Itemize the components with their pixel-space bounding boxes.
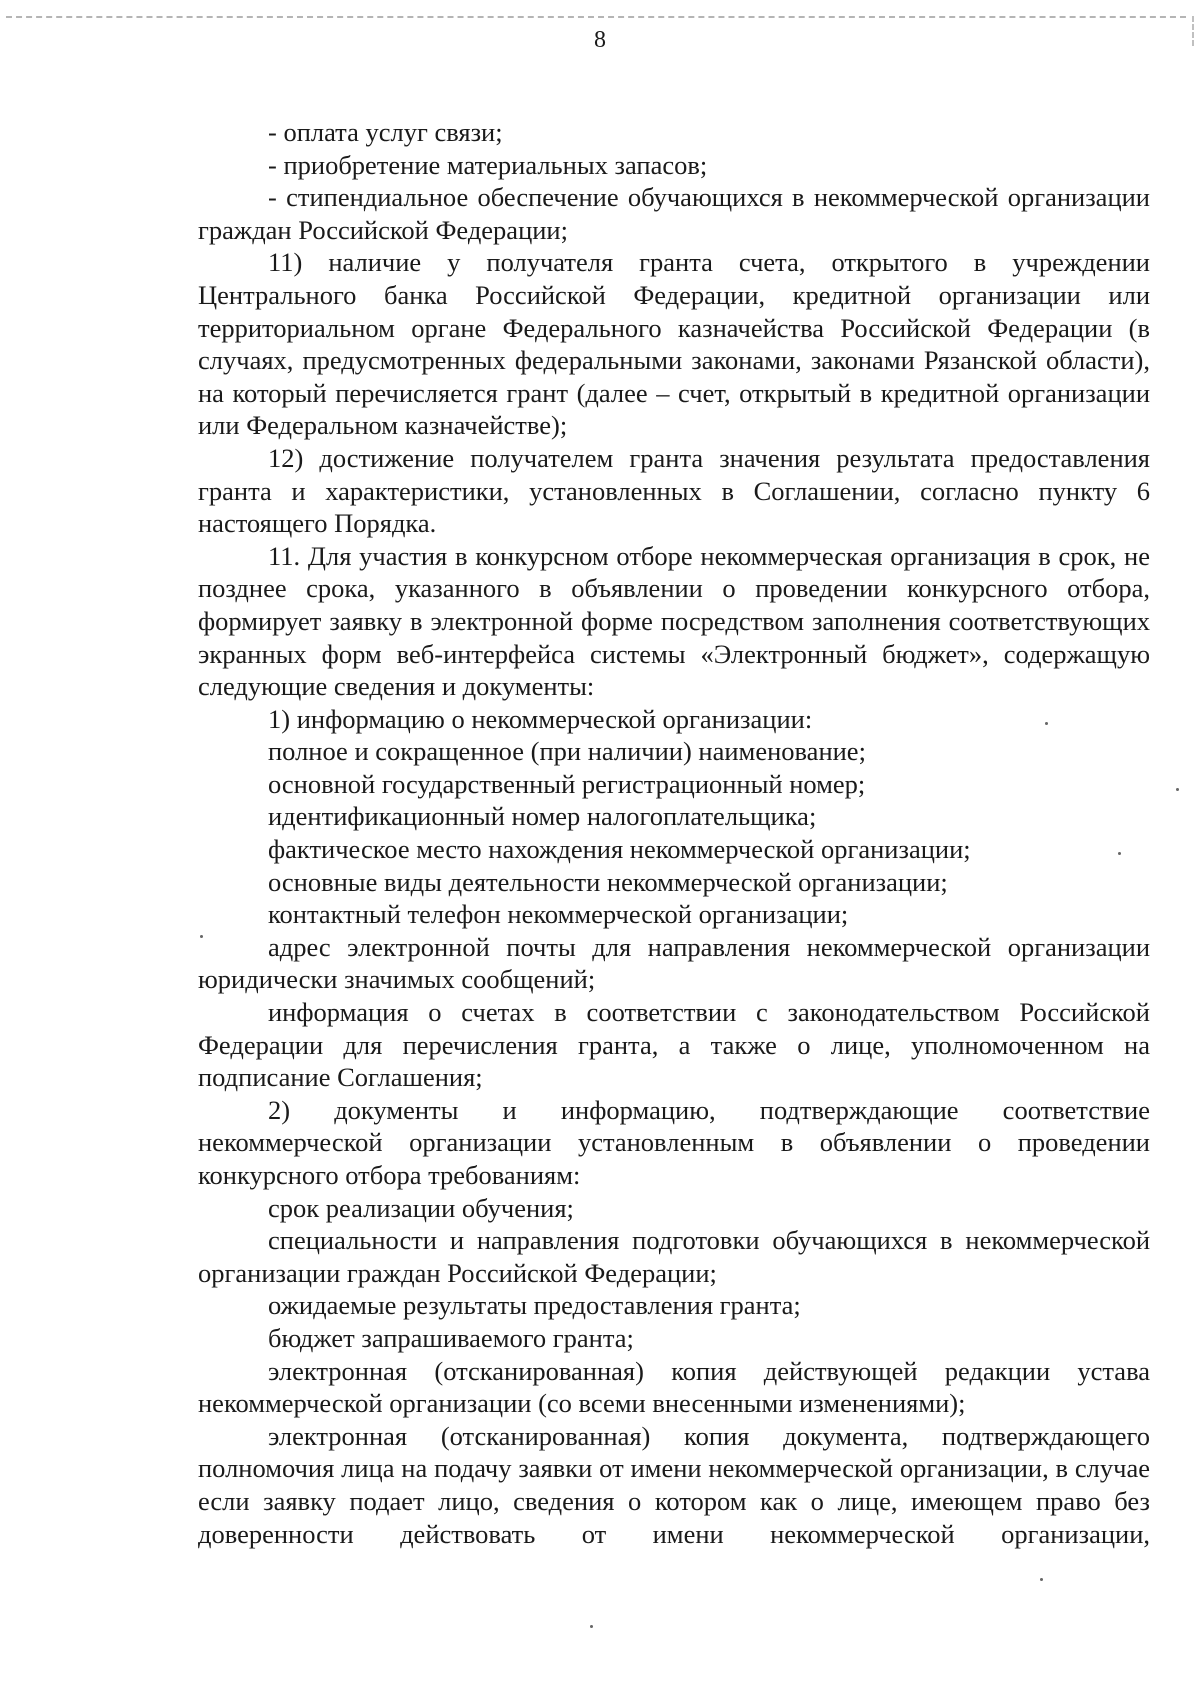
- paragraph-documents-heading: 2) документы и информацию, подтверждающие соответствие некоммерческой организации установленным в объявлении о проведении конкурсного отбора требованиям:: [198, 1094, 1150, 1190]
- paragraph-stipend-support: - стипендиальное обеспечение обучающихся в некоммерческой организации граждан Российской Федерации;: [198, 182, 1150, 245]
- scan-speck: [590, 1625, 593, 1628]
- list-item-ogrn: основной государственный регистрационный номер;: [268, 768, 866, 799]
- list-item-accounts: информация о счетах в соответствии с законодательством Российской Федерации для перечисления гранта, а также о лице, уполномоченном на подписание Соглашения;: [198, 997, 1150, 1093]
- page-number: 8: [594, 27, 606, 53]
- list-item-charter-copy: электронная (отсканированная) копия действующей редакции устава некоммерческой организации (со всеми внесенными изменениями);: [198, 1355, 1150, 1419]
- scan-speck: [1118, 852, 1121, 855]
- list-item-specialties: специальности и направления подготовки обучающихся в некоммерческой организации граждан Российской Федерации;: [198, 1225, 1150, 1288]
- paragraph-item-12-result: 12) достижение получателем гранта значения результата предоставления гранта и характеристики, установленных в Соглашении, согласно пункту 6 настоящего Порядка.: [198, 442, 1150, 539]
- scan-edge-top: [6, 16, 1186, 19]
- list-item-expected-results: ожидаемые результаты предоставления гранта;: [268, 1290, 801, 1321]
- paragraph-section-11-application: 11. Для участия в конкурсном отборе некоммерческая организация в срок, не позднее срока, указанного в объявлении о проведении конкурсного отбора, формирует заявку в электронной форме посредством заполнения соответствующих экранных форм веб-интерфейса системы «Электронный бюджет», содержащую следующие сведения и документы:: [198, 540, 1150, 702]
- paragraph-material-supplies: - приобретение материальных запасов;: [268, 149, 708, 180]
- list-item-org-name: полное и сокращенное (при наличии) наименование;: [268, 736, 866, 767]
- paragraph-item-11-account: 11) наличие у получателя гранта счета, открытого в учреждении Центрального банка Российской Федерации, кредитной организации или территориальном органе Федерального казначейства Российской Федерации (в случаях, предусмотренных федеральными законами, законами Рязанской области), на который перечисляется грант (далее – счет, открытый в кредитной организации или Федеральном казначействе);: [198, 247, 1150, 441]
- paragraph-communication-services: - оплата услуг связи;: [268, 117, 503, 147]
- list-item-email: адрес электронной почты для направления некоммерческой организации юридически значимых сообщений;: [198, 931, 1150, 995]
- scan-speck: [200, 935, 203, 938]
- list-item-inn: идентификационный номер налогоплательщика;: [268, 801, 817, 832]
- list-item-activities: основные виды деятельности некоммерческой организации;: [268, 866, 948, 897]
- scan-speck: [1040, 1578, 1043, 1581]
- list-item-phone: контактный телефон некоммерческой организации;: [268, 899, 849, 930]
- scan-speck: [1176, 788, 1179, 791]
- list-item-training-term: срок реализации обучения;: [268, 1192, 574, 1223]
- paragraph-org-info-heading: 1) информацию о некоммерческой организации:: [268, 703, 813, 734]
- document-body: [198, 116, 1150, 1550]
- list-item-budget: бюджет запрашиваемого гранта;: [268, 1322, 634, 1353]
- scan-speck: [1045, 722, 1048, 725]
- list-item-location: фактическое место нахождения некоммерческой организации;: [268, 834, 971, 865]
- list-item-authority-copy: электронная (отсканированная) копия документа, подтверждающего полномочия лица на подачу заявки от имени некоммерческой организации, в случае если заявку подает лицо, сведения о котором как о лице, имеющем право без доверенности действовать от имени некоммерческой организации,: [198, 1420, 1150, 1549]
